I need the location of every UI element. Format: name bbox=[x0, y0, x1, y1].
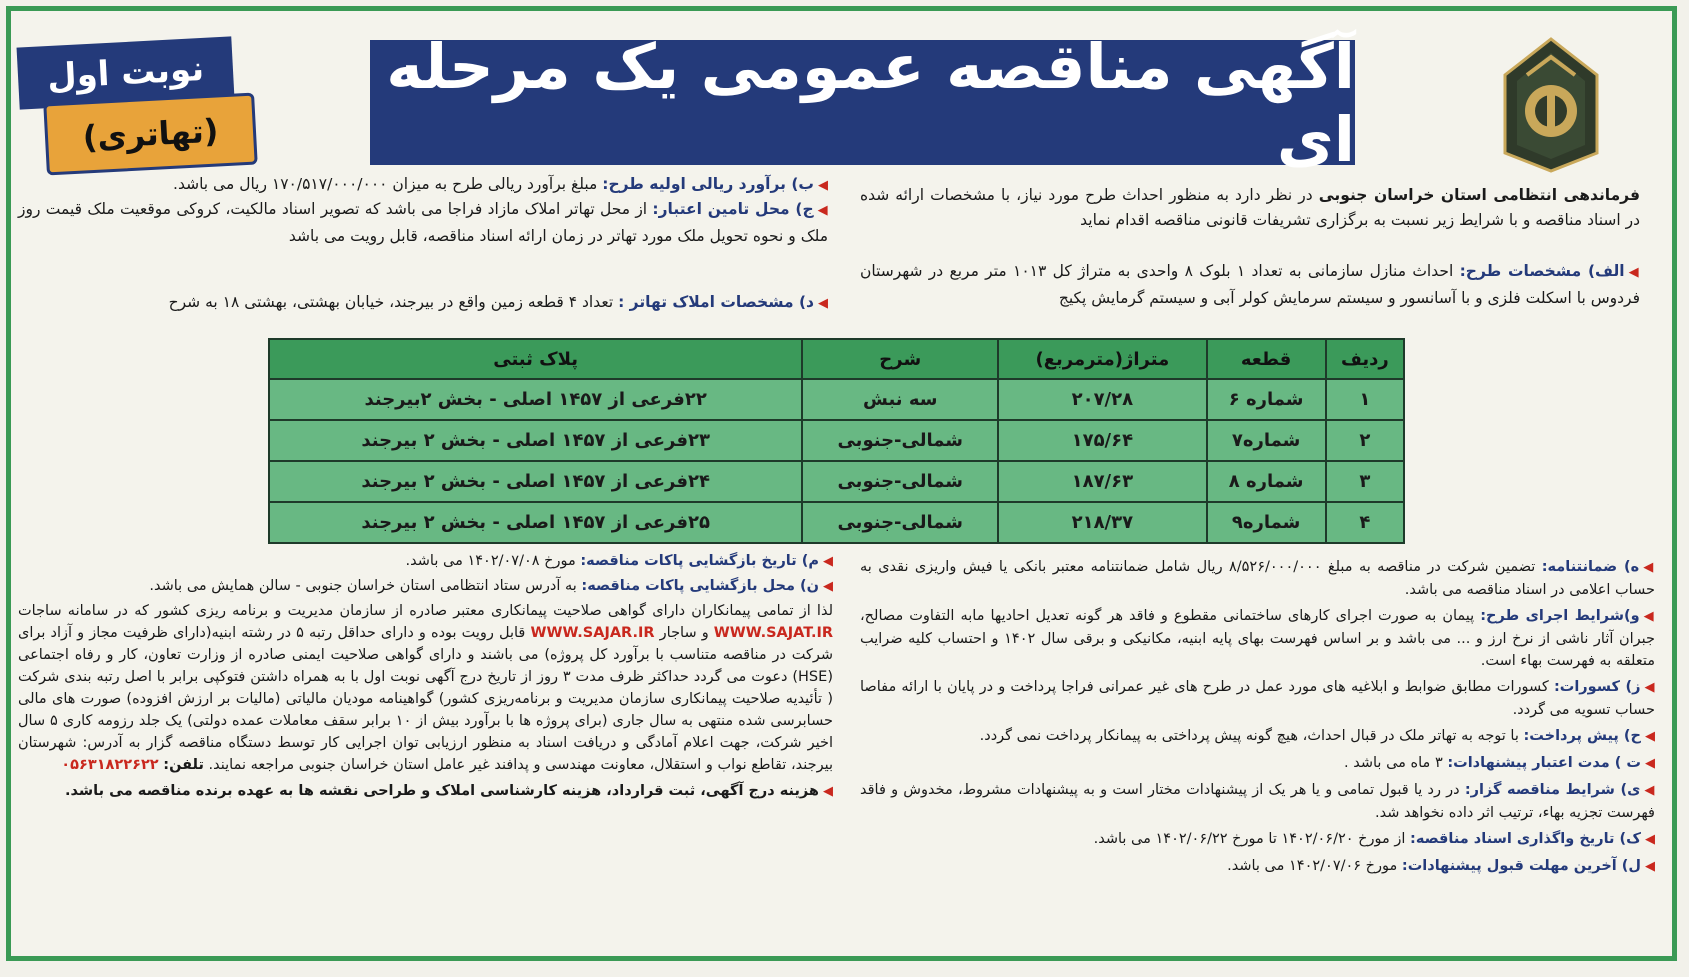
section-he2-text: با توجه به تهاتر ملک در قبال احداث، هیچ گونه پیش پرداختی به پیمانکار پرداخت نمی گردد. bbox=[979, 728, 1524, 744]
table-cell: شماره ۶ bbox=[1207, 379, 1326, 420]
section-he-text: تضمین شرکت در مناقصه به مبلغ ۸/۵۲۶/۰۰۰/۰۰۰ ریال شامل ضمانتنامه معتبر بانکی یا فیش واریزی نقدی به حساب اعلامی در اسناد مناقصه می باشد. bbox=[860, 559, 1655, 598]
section-mim-text: مورخ ۱۴۰۲/۰۷/۰۸ می باشد. bbox=[405, 553, 581, 569]
section-vav bbox=[860, 605, 1655, 672]
left-lower-column bbox=[18, 550, 833, 803]
section-vav-label: و)شرایط اجرای طرح: bbox=[1480, 608, 1640, 624]
table-cell: ۱۸۷/۶۳ bbox=[998, 461, 1206, 502]
table-header-cell: شرح bbox=[802, 339, 998, 379]
barter-badge: (تهاتری) bbox=[43, 93, 257, 176]
section-nun-text: به آدرس ستاد انتظامی استان خراسان جنوبی - سالن همایش می باشد. bbox=[149, 578, 582, 594]
bullet-icon: ◀ bbox=[1645, 756, 1655, 771]
section-he2-label: ح) پیش پرداخت: bbox=[1523, 728, 1641, 744]
table-row bbox=[269, 379, 1404, 420]
section-ze bbox=[860, 676, 1655, 721]
bullet-icon: ◀ bbox=[818, 296, 828, 311]
bullet-icon: ◀ bbox=[823, 579, 833, 594]
table-header-cell: قطعه bbox=[1207, 339, 1326, 379]
table-cell: ۳ bbox=[1326, 461, 1404, 502]
bullet-icon: ◀ bbox=[1643, 609, 1655, 624]
turn-badge: نوبت اول bbox=[17, 36, 235, 109]
section-vav-text: پیمان به صورت اجرای کارهای ساختمانی مقطوع و فاقد هر گونه تعدیل احادیها مابه التفاوت مصالح، جبران آثار ناشی از نرخ ارز و ... می باشد و بر اساس فهرست بهای پایه ابنیه، مکانیکی و برقی سال ۱۴۰۲ و احتساب کلیه ضرایب متعلقه به فهرست بهاء است. bbox=[860, 608, 1655, 669]
section-kaf-label: ک) تاریخ واگذاری اسناد مناقصه: bbox=[1410, 831, 1641, 847]
sajat-link[interactable]: WWW.SAJAT.IR bbox=[713, 625, 834, 641]
section-nun bbox=[18, 575, 833, 598]
table-cell: ۲ bbox=[1326, 420, 1404, 461]
properties-table bbox=[268, 338, 1405, 544]
table-row bbox=[269, 461, 1404, 502]
section-he2 bbox=[860, 725, 1655, 748]
table-cell: سه نبش bbox=[802, 379, 998, 420]
table-row bbox=[269, 420, 1404, 461]
contractors-text-b: قابل رویت بوده و دارای حداقل رتبه ۵ در رشته ابنیه(دارای ظرفیت مجاز و آزاد برای شرکت در مناقصه متناسب با برآورد کل پروژه) می باشند و دارای گواهی صلاحیت ایمنی صادره از وزارت تعاون، کار و رفاه اجتماعی (HSE) دعوت می گردد حداکثر ظرف مدت ۳ روز از تاریخ درج آگهی نوبت اول با به همراه داشتن فتوکپی برابر با اصل رتبه بندی شرکت ( تأئیدیه صلاحیت پیمانکاری سازمان مدیریت و برنامه‌ریزی کشور) گواهینامه مودیان مالیاتی (مالیات بر ارزش افزوده) صورت های مالی حسابرسی شده منتهی به سال جاری (برای پروژه ها با برآورد بیش از ۱۰ برابر سقف معاملات عمده دولتی) یک جلد رزومه کاری ۵ سال اخیر شرکت، جهت اعلام آمادگی و دریافت اسناد به منظور ارزیابی توان اجرایی کار توسط دستگاه مناقصه گزار به آدرس: شهرستان بیرجند، تقاطع نواب و استقلال، معاونت مهندسی و پدافند غیر عامل استان خراسان جنوبی مراجعه نمایند. bbox=[18, 625, 833, 773]
section-lam-text: مورخ ۱۴۰۲/۰۷/۰۶ می باشد. bbox=[1227, 858, 1402, 874]
final-note bbox=[18, 780, 833, 803]
bullet-icon: ◀ bbox=[823, 554, 833, 569]
bullet-icon: ◀ bbox=[817, 203, 828, 218]
section-lam bbox=[860, 855, 1655, 878]
section-dal-label: د) مشخصات املاک تهاتر : bbox=[618, 293, 814, 311]
bullet-icon: ◀ bbox=[1643, 560, 1655, 575]
intro-paragraph bbox=[860, 183, 1640, 232]
table-cell: ۲۳فرعی از ۱۴۵۷ اصلی - بخش ۲ بیرجند bbox=[269, 420, 802, 461]
table-cell: شماره۹ bbox=[1207, 502, 1326, 543]
section-jim-label: ج) محل تامین اعتبار: bbox=[652, 200, 814, 218]
table-cell: ۱۷۵/۶۴ bbox=[998, 420, 1206, 461]
section-kaf-text: از مورخ ۱۴۰۲/۰۶/۲۰ تا مورخ ۱۴۰۲/۰۶/۲۲ می باشد. bbox=[1093, 831, 1411, 847]
section-he bbox=[860, 556, 1655, 601]
phone-label: تلفن: bbox=[163, 757, 204, 773]
contractors-text-mid: و ساجار bbox=[654, 625, 714, 641]
table-header-cell: پلاک ثبتی bbox=[269, 339, 802, 379]
police-emblem-icon bbox=[1497, 35, 1605, 175]
table-header-cell: متراژ(مترمربع) bbox=[998, 339, 1206, 379]
right-lower-column bbox=[860, 556, 1655, 878]
bullet-icon: ◀ bbox=[823, 784, 833, 799]
table-header-row bbox=[269, 339, 1404, 379]
section-te bbox=[860, 752, 1655, 775]
phone-number: ۰۵۶۳۱۸۲۲۶۲۲ bbox=[61, 757, 159, 773]
bullet-icon: ◀ bbox=[1645, 832, 1655, 847]
section-mim bbox=[18, 550, 833, 573]
sajar-link[interactable]: WWW.SAJAR.IR bbox=[530, 625, 655, 641]
notice-title: آگهی مناقصه عمومی یک مرحله ای bbox=[386, 29, 1355, 176]
table-header-cell: ردیف bbox=[1326, 339, 1404, 379]
section-te-text: ۳ ماه می باشد . bbox=[1344, 755, 1448, 771]
table-cell: ۲۱۸/۳۷ bbox=[998, 502, 1206, 543]
table-cell: شمالی-جنوبی bbox=[802, 420, 998, 461]
table-cell: شمالی-جنوبی bbox=[802, 502, 998, 543]
table-cell: شمالی-جنوبی bbox=[802, 461, 998, 502]
section-lam-label: ل) آخرین مهلت قبول پیشنهادات: bbox=[1401, 858, 1641, 874]
section-kaf bbox=[860, 828, 1655, 851]
section-ye bbox=[860, 779, 1655, 824]
notice-title-banner bbox=[370, 29, 1355, 176]
section-dal-text: تعداد ۴ قطعه زمین واقع در بیرجند، خیابان بهشتی، بهشتی ۱۸ به شرح bbox=[168, 293, 619, 311]
section-jim bbox=[18, 197, 828, 248]
table-cell: شماره۷ bbox=[1207, 420, 1326, 461]
table-cell: شماره ۸ bbox=[1207, 461, 1326, 502]
contractors-text-a: لذا از تمامی پیمانکاران دارای گواهی صلاحیت پیمانکاری معتبر صادره از سازمان مدیریت و برنامه ریزی کشور که در سامانه ساجات bbox=[18, 603, 833, 619]
section-alef-text: احداث منازل سازمانی به تعداد ۱ بلوک ۸ واحدی به متراژ کل ۱۰۱۳ متر مربع در شهرستان فردوس با اسکلت فلزی و با آسانسور و سیستم سرمایش کولر آبی و سیستم گرمایش پکیج bbox=[860, 262, 1640, 307]
bullet-icon: ◀ bbox=[1644, 783, 1655, 798]
section-alef bbox=[860, 259, 1640, 310]
section-be bbox=[18, 172, 828, 199]
table-row bbox=[269, 502, 1404, 543]
section-be-text: مبلغ برآورد ریالی طرح به میزان ۱۷۰/۵۱۷/۰۰۰/۰۰۰ ریال می باشد. bbox=[173, 175, 603, 193]
section-alef-label: الف) مشخصات طرح: bbox=[1459, 262, 1625, 280]
table-cell: ۲۲فرعی از ۱۴۵۷ اصلی - بخش ۲بیرجند bbox=[269, 379, 802, 420]
contractors-paragraph bbox=[18, 600, 833, 776]
bullet-icon: ◀ bbox=[1644, 680, 1656, 695]
table-cell: ۲۰۷/۲۸ bbox=[998, 379, 1206, 420]
table-cell: ۲۵فرعی از ۱۴۵۷ اصلی - بخش ۲ بیرجند bbox=[269, 502, 802, 543]
table-cell: ۴ bbox=[1326, 502, 1404, 543]
section-ze-label: ز) کسورات: bbox=[1553, 679, 1641, 695]
section-jim-text: از محل تهاتر املاک مازاد فراجا می باشد که تصویر اسناد مالکیت، کروکی موقعیت ملک قیمت روز ملک و نحوه تحویل ملک مورد تهاتر در زمان ارائه اسناد مناقصه، قابل رویت می باشد bbox=[18, 200, 828, 245]
bullet-icon: ◀ bbox=[1645, 729, 1655, 744]
bullet-icon: ◀ bbox=[1628, 265, 1640, 280]
section-nun-label: ن) محل بازگشایی پاکات مناقصه: bbox=[581, 578, 819, 594]
section-dal bbox=[18, 290, 828, 317]
section-ye-text: در رد یا قبول تمامی و یا هر یک از پیشنهادات مختار است و به پیشنهادات مشروط، مخدوش و فاقد فهرست تجزیه بهاء، ترتیب اثر داده نخواهد شد. bbox=[860, 782, 1655, 821]
final-note-text: هزینه درج آگهی، ثبت قرارداد، هزینه کارشناسی املاک و طراحی نقشه ها به عهده برنده مناقصه می باشد. bbox=[65, 783, 819, 799]
intro-text: در نظر دارد به منظور احداث طرح مورد نیاز، با مشخصات ارائه شده در اسناد مناقصه و با شرایط زیر نسبت به برگزاری تشریفات قانونی مناقصه اقدام نماید bbox=[860, 186, 1640, 229]
section-mim-label: م) تاریخ بازگشایی پاکات مناقصه: bbox=[580, 553, 819, 569]
section-ye-label: ی) شرایط مناقصه گزار: bbox=[1464, 782, 1641, 798]
bullet-icon: ◀ bbox=[818, 178, 828, 193]
section-be-label: ب) برآورد ریالی اولیه طرح: bbox=[602, 175, 814, 193]
bullet-icon: ◀ bbox=[1645, 859, 1655, 874]
table-cell: ۲۴فرعی از ۱۴۵۷ اصلی - بخش ۲ بیرجند bbox=[269, 461, 802, 502]
intro-org: فرماندهی انتظامی استان خراسان جنوبی bbox=[1318, 186, 1640, 204]
section-te-label: ت ) مدت اعتبار پیشنهادات: bbox=[1447, 755, 1641, 771]
section-he-label: ه) ضمانتنامه: bbox=[1541, 559, 1640, 575]
section-ze-text: کسورات مطابق ضوابط و ابلاغیه های مورد عمل در طرح های غیر عمرانی فراجا پرداخت و در پایان با ارائه مفاصا حساب تسویه می گردد. bbox=[860, 679, 1655, 718]
table-cell: ۱ bbox=[1326, 379, 1404, 420]
